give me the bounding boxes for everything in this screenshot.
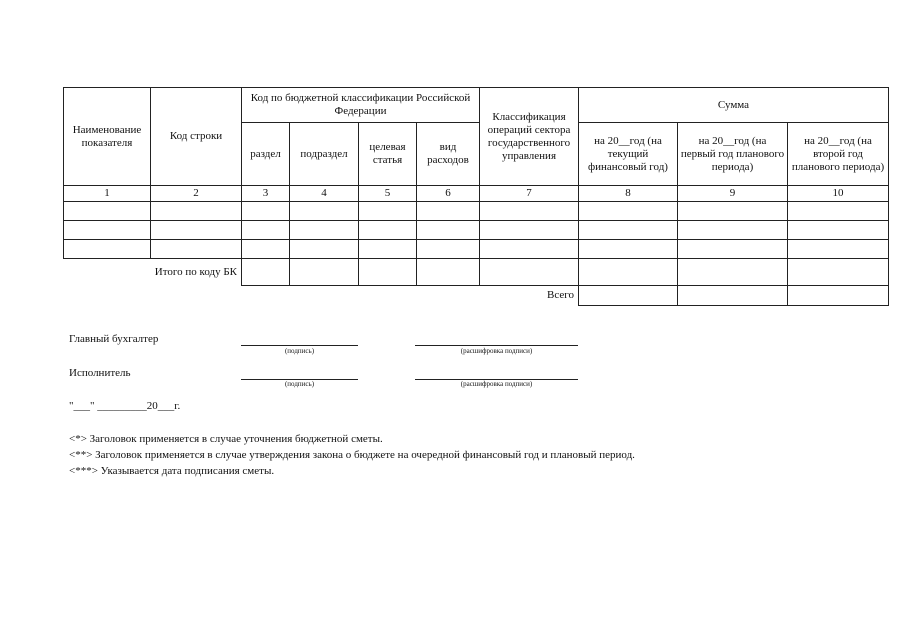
date-line: "___" _________20___г. (69, 400, 181, 412)
column-number: 8 (579, 186, 678, 202)
footnote-item: <*> Заголовок применяется в случае уточнения бюджетной сметы. (69, 433, 383, 445)
header-sum: Сумма (579, 88, 889, 123)
header-name: Наименование показателя (64, 88, 151, 186)
header-expense-type: вид расходов (417, 123, 480, 186)
header-bk-code: Код по бюджетной классификации Российской Федерации (242, 88, 480, 123)
header-operations-class: Классификация операций сектора государственного управления (480, 88, 579, 186)
column-number: 2 (151, 186, 242, 202)
column-number: 1 (64, 186, 151, 202)
column-number: 9 (678, 186, 788, 202)
header-sum-second: на 20__год (на второй год планового периода) (788, 123, 889, 186)
grand-total-label: Всего (547, 289, 574, 302)
executor-label: Исполнитель (69, 367, 131, 379)
column-number: 5 (359, 186, 417, 202)
column-number: 10 (788, 186, 889, 202)
executor-transcript-line (415, 367, 578, 380)
column-number: 6 (417, 186, 480, 202)
header-row-code: Код строки (151, 88, 242, 186)
footnotes (69, 431, 635, 479)
column-number: 4 (290, 186, 359, 202)
header-section: раздел (242, 123, 290, 186)
footnote-item: <**> Заголовок применяется в случае утверждения закона о бюджете на очередной финансовый год и плановый период. (69, 449, 635, 461)
total-by-code-label: Итого по коду БК (154, 265, 237, 278)
header-target-article: целевая статья (359, 123, 417, 186)
transcript-caption: (расшифровка подписи) (460, 347, 533, 355)
executor-signature-line (241, 367, 358, 380)
header-sum-first: на 20__год (на первый год планового периода) (678, 123, 788, 186)
chief-accountant-signature-line (241, 333, 358, 346)
chief-accountant-transcript-line (415, 333, 578, 346)
header-sum-current: на 20__год (на текущий финансовый год) (579, 123, 678, 186)
header-subsection: подраздел (290, 123, 359, 186)
signature-caption: (подпись) (284, 347, 315, 355)
footnote-item: <***> Указывается дата подписания сметы. (69, 465, 275, 477)
transcript-caption: (расшифровка подписи) (460, 380, 533, 388)
column-number: 7 (480, 186, 579, 202)
chief-accountant-label: Главный бухгалтер (69, 333, 159, 345)
column-number: 3 (242, 186, 290, 202)
signature-caption: (подпись) (284, 380, 315, 388)
